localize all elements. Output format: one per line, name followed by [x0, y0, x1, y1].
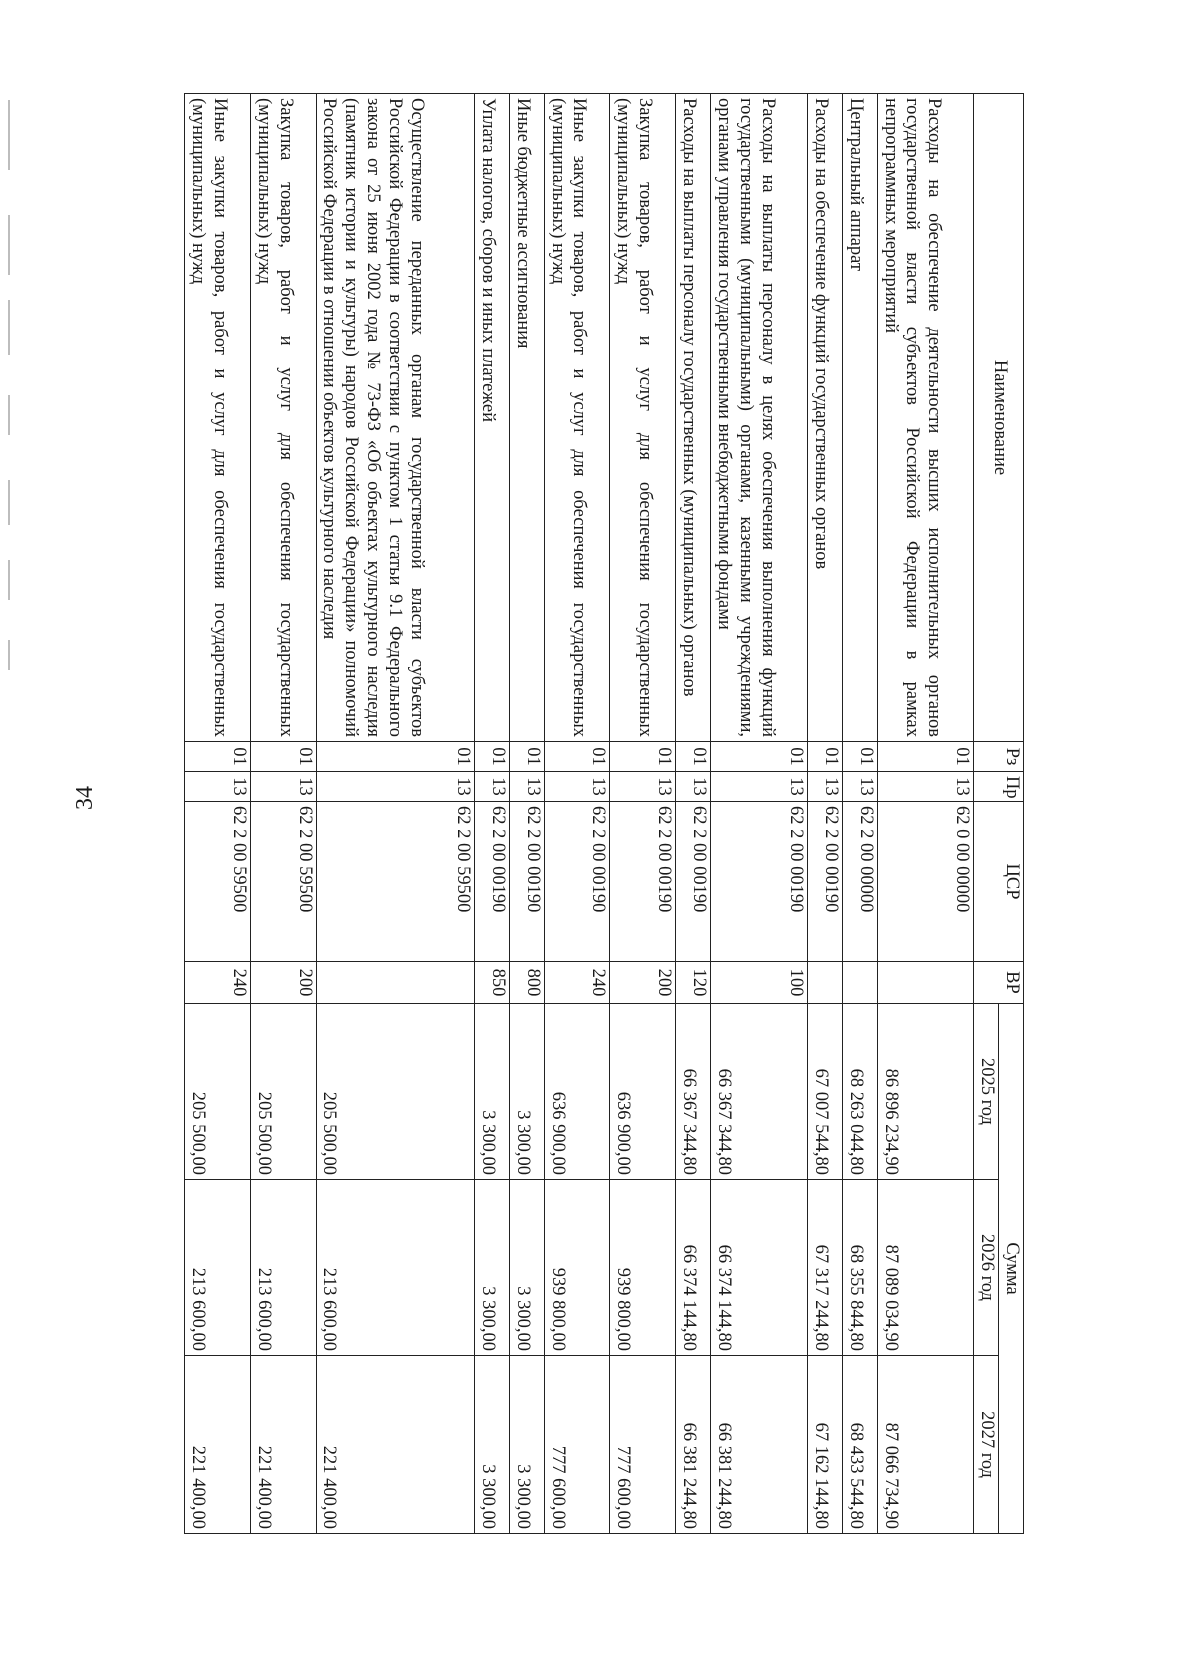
row-name: Закупка товаров, работ и услуг для обеспечения государственных (муниципальных) нужд — [610, 94, 676, 742]
header-csr: ЦСР — [974, 802, 1024, 962]
header-2026: 2026 год — [974, 1180, 999, 1356]
row-csr: 62 2 00 00190 — [610, 802, 676, 962]
row-2025: 68 263 044,80 — [842, 1004, 877, 1180]
row-rz: 01 — [316, 742, 474, 772]
header-sum: Сумма — [999, 1004, 1024, 1534]
row-vr: 120 — [676, 962, 711, 1004]
row-2026: 213 600,00 — [250, 1180, 316, 1356]
header-rz: Рз — [974, 742, 1024, 772]
row-pr: 13 — [316, 772, 474, 802]
table-row — [676, 94, 711, 1534]
row-2027: 3 300,00 — [474, 1356, 509, 1534]
row-vr — [807, 962, 842, 1004]
row-vr: 850 — [474, 962, 509, 1004]
row-vr: 240 — [544, 962, 610, 1004]
row-2026: 68 355 844,80 — [842, 1180, 877, 1356]
budget-table-container — [184, 93, 1024, 1533]
row-rz: 01 — [877, 742, 974, 772]
row-rz: 01 — [509, 742, 544, 772]
page-number: 34 — [72, 786, 98, 810]
row-2027: 777 600,00 — [544, 1356, 610, 1534]
row-2027: 66 381 244,80 — [711, 1356, 808, 1534]
row-vr: 240 — [185, 962, 251, 1004]
row-2025: 67 007 544,80 — [807, 1004, 842, 1180]
table-row — [250, 94, 316, 1534]
row-csr: 62 2 00 59500 — [250, 802, 316, 962]
row-2027: 221 400,00 — [316, 1356, 474, 1534]
row-name: Расходы на выплаты персоналу государственных (муниципальных) органов — [676, 94, 711, 742]
row-name: Иные закупки товаров, работ и услуг для обеспечения государственных (муниципальных) нужд — [544, 94, 610, 742]
row-2025: 636 900,00 — [544, 1004, 610, 1180]
table-body — [185, 94, 974, 1534]
table-row — [544, 94, 610, 1534]
table-row — [711, 94, 808, 1534]
row-2025: 205 500,00 — [185, 1004, 251, 1180]
row-vr: 800 — [509, 962, 544, 1004]
row-name: Закупка товаров, работ и услуг для обеспечения государственных (муниципальных) нужд — [250, 94, 316, 742]
row-vr — [842, 962, 877, 1004]
row-csr: 62 2 00 00190 — [807, 802, 842, 962]
row-name: Расходы на обеспечение функций государственных органов — [807, 94, 842, 742]
row-csr: 62 2 00 00190 — [544, 802, 610, 962]
row-vr — [316, 962, 474, 1004]
row-pr: 13 — [877, 772, 974, 802]
header-vr: ВР — [974, 962, 1024, 1004]
header-pr: Пр — [974, 772, 1024, 802]
row-2025: 3 300,00 — [509, 1004, 544, 1180]
row-pr: 13 — [676, 772, 711, 802]
row-name: Расходы на обеспечение деятельности высших исполнительных органов государственной власти субъектов Российской Федерации в рамках непрограммных мероприятий — [877, 94, 974, 742]
table-row — [185, 94, 251, 1534]
row-rz: 01 — [474, 742, 509, 772]
table-row — [807, 94, 842, 1534]
table-row — [316, 94, 474, 1534]
row-name: Расходы на выплаты персоналу в целях обеспечения выполнения функций государственными (муниципальными) органами, казенными учреждениями, органами управления государственными внебюджетными фондами — [711, 94, 808, 742]
row-2027: 68 433 544,80 — [842, 1356, 877, 1534]
row-pr: 13 — [807, 772, 842, 802]
row-2025: 66 367 344,80 — [711, 1004, 808, 1180]
row-2026: 3 300,00 — [474, 1180, 509, 1356]
row-2026: 213 600,00 — [316, 1180, 474, 1356]
row-pr: 13 — [610, 772, 676, 802]
row-2025: 205 500,00 — [250, 1004, 316, 1180]
scan-edge-marks — [0, 0, 18, 1656]
row-2027: 87 066 734,90 — [877, 1356, 974, 1534]
row-2025: 3 300,00 — [474, 1004, 509, 1180]
row-2027: 67 162 144,80 — [807, 1356, 842, 1534]
table-row — [842, 94, 877, 1534]
table-header — [974, 94, 1024, 1534]
table-row — [610, 94, 676, 1534]
row-2026: 87 089 034,90 — [877, 1180, 974, 1356]
row-rz: 01 — [544, 742, 610, 772]
row-csr: 62 2 00 59500 — [316, 802, 474, 962]
row-2026: 213 600,00 — [185, 1180, 251, 1356]
row-vr: 100 — [711, 962, 808, 1004]
table-row — [474, 94, 509, 1534]
row-rz: 01 — [250, 742, 316, 772]
row-2025: 636 900,00 — [610, 1004, 676, 1180]
table-row — [509, 94, 544, 1534]
row-rz: 01 — [185, 742, 251, 772]
row-rz: 01 — [711, 742, 808, 772]
row-rz: 01 — [807, 742, 842, 772]
row-csr: 62 2 00 00190 — [676, 802, 711, 962]
row-2025: 86 896 234,90 — [877, 1004, 974, 1180]
row-pr: 13 — [250, 772, 316, 802]
row-pr: 13 — [185, 772, 251, 802]
row-pr: 13 — [842, 772, 877, 802]
row-pr: 13 — [711, 772, 808, 802]
row-csr: 62 2 00 00000 — [842, 802, 877, 962]
row-pr: 13 — [474, 772, 509, 802]
row-2026: 939 800,00 — [610, 1180, 676, 1356]
row-csr: 62 2 00 00190 — [711, 802, 808, 962]
row-csr: 62 0 00 00000 — [877, 802, 974, 962]
row-rz: 01 — [842, 742, 877, 772]
row-rz: 01 — [610, 742, 676, 772]
row-2026: 66 374 144,80 — [676, 1180, 711, 1356]
header-2025: 2025 год — [974, 1004, 999, 1180]
row-vr: 200 — [250, 962, 316, 1004]
budget-table — [184, 93, 1024, 1534]
row-vr — [877, 962, 974, 1004]
row-name: Осуществление переданных органам государственной власти субъектов Российской Федерации в соответствии с пунктом 1 статьи 9.1 Федерального закона от 25 июня 2002 года № 73-ФЗ «Об объектах культурного наследия (памятник истории и культуры) народов Российской Федерации» полномочий Российской Федерации в отношении объектов культурного наследия — [316, 94, 474, 742]
header-2027: 2027 год — [974, 1356, 999, 1534]
row-pr: 13 — [509, 772, 544, 802]
row-2027: 66 381 244,80 — [676, 1356, 711, 1534]
row-2027: 221 400,00 — [185, 1356, 251, 1534]
header-name: Наименование — [974, 94, 1024, 742]
row-2026: 939 800,00 — [544, 1180, 610, 1356]
row-vr: 200 — [610, 962, 676, 1004]
row-2027: 221 400,00 — [250, 1356, 316, 1534]
row-2026: 67 317 244,80 — [807, 1180, 842, 1356]
row-name: Иные закупки товаров, работ и услуг для обеспечения государственных (муниципальных) нужд — [185, 94, 251, 742]
row-name: Уплата налогов, сборов и иных платежей — [474, 94, 509, 742]
row-rz: 01 — [676, 742, 711, 772]
row-2026: 66 374 144,80 — [711, 1180, 808, 1356]
row-2026: 3 300,00 — [509, 1180, 544, 1356]
row-2027: 777 600,00 — [610, 1356, 676, 1534]
row-csr: 62 2 00 00190 — [474, 802, 509, 962]
table-row — [877, 94, 974, 1534]
row-2025: 66 367 344,80 — [676, 1004, 711, 1180]
row-csr: 62 2 00 59500 — [185, 802, 251, 962]
row-2025: 205 500,00 — [316, 1004, 474, 1180]
row-name: Иные бюджетные ассигнования — [509, 94, 544, 742]
row-name: Центральный аппарат — [842, 94, 877, 742]
row-csr: 62 2 00 00190 — [509, 802, 544, 962]
row-2027: 3 300,00 — [509, 1356, 544, 1534]
row-pr: 13 — [544, 772, 610, 802]
